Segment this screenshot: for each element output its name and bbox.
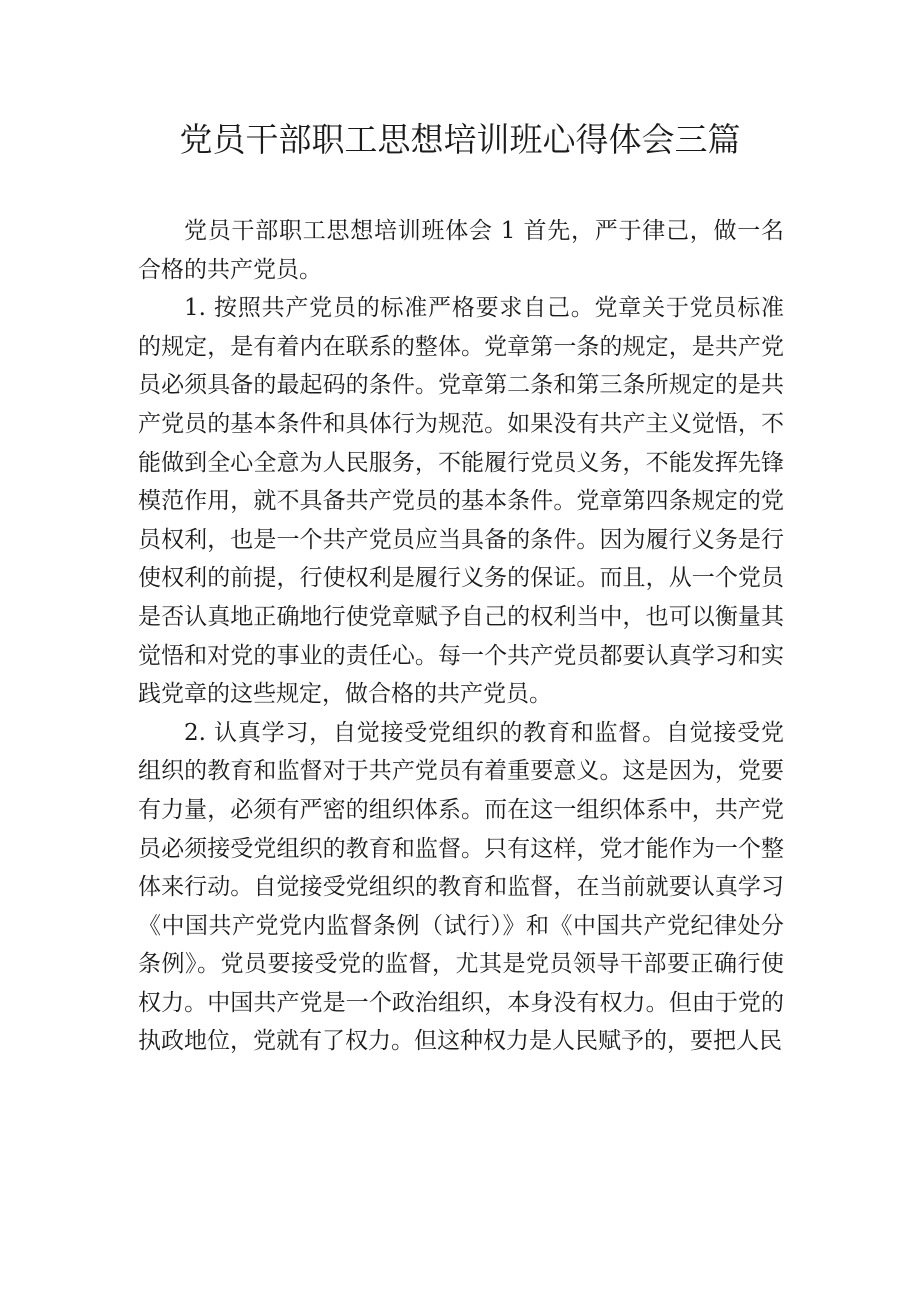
paragraph-point-1: 1. 按照共产党员的标准严格要求自己。党章关于党员标准的规定，是有着内在联系的整体。党章第一条的规定，是共产党员必须具备的最起码的条件。党章第二条和第三条所规定的是共产党员的基本条件和具体行为规范。如果没有共产主义觉悟，不能做到全心全意为人民服务，不能履行党员义务，不能发挥先锋模范作用，就不具备共产党员的基本条件。党章第四条规定的党员权利，也是一个共产党员应当具备的条件。因为履行义务是行使权利的前提，行使权利是履行义务的保证。而且，从一个党员是否认真地正确地行使党章赋予自己的权利当中，也可以衡量其觉悟和对党的事业的责任心。每一个共产党员都要认真学习和实践党章的这些规定，做合格的共产党员。 xyxy=(138,295,784,708)
paragraph-point-2: 2. 认真学习，自觉接受党组织的教育和监督。自觉接受党组织的教育和监督对于共产党员有着重要意义。这是因为，党要有力量，必须有严密的组织体系。而在这一组织体系中，共产党员必须接受党组织的教育和监督。只有这样，党才能作为一个整体来行动。自觉接受党组织的教育和监督，在当前就要认真学习《中国共产党党内监督条例（试行）》和《中国共产党纪律处分条例》。党员要接受党的监督，尤其是党员领导干部要正确行使权力。中国共产党是一个政治组织，本身没有权力。但由于党的执政地位，党就有了权力。但这种权力是人民赋予的，要把人民 xyxy=(138,719,784,1055)
paragraph-intro: 党员干部职工思想培训班体会 1 首先，严于律己，做一名合格的共产党员。 xyxy=(138,218,784,283)
document-body xyxy=(138,212,784,1061)
document-title: 党员干部职工思想培训班心得体会三篇 xyxy=(179,120,741,159)
